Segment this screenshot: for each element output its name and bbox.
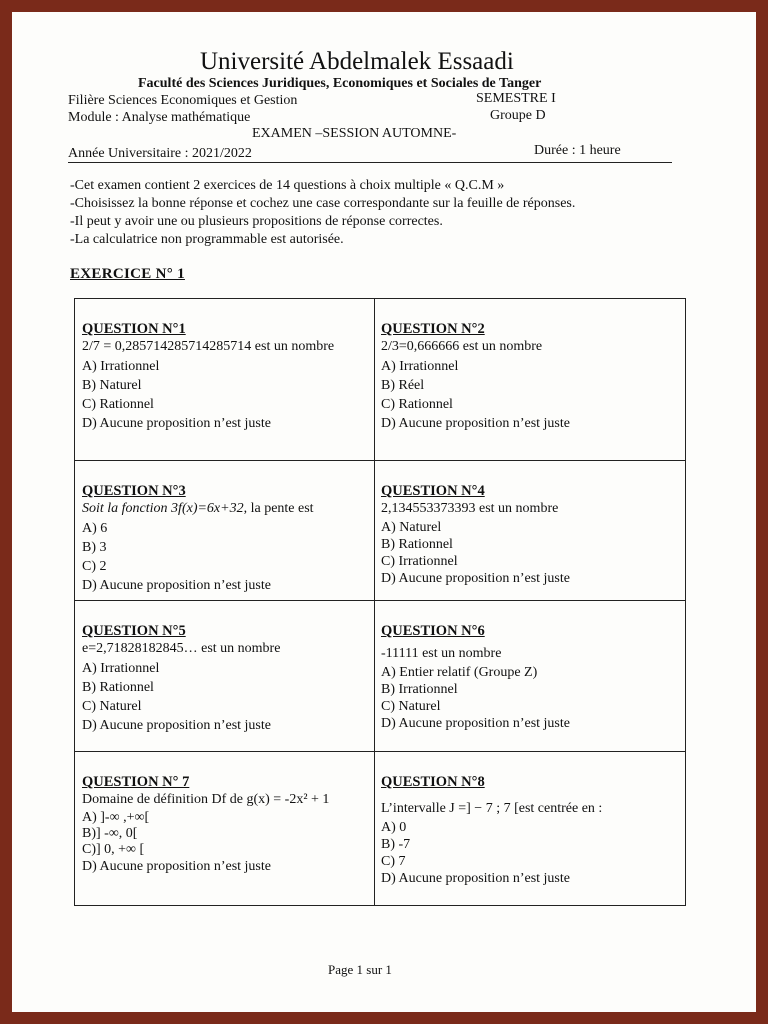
- statement-function: Soit la fonction 3f(x)=6x+32: [82, 501, 244, 516]
- answer-option: B) Irrationnel: [381, 682, 458, 697]
- group-label: Groupe D: [490, 108, 546, 123]
- instruction-line: -Cet examen contient 2 exercices de 14 questions à choix multiple « Q.C.M »: [70, 178, 505, 193]
- exam-session: EXAMEN –SESSION AUTOMNE-: [252, 126, 457, 141]
- question-cell-8: [375, 752, 685, 905]
- question-statement: 2/3=0,666666 est un nombre: [381, 339, 543, 354]
- answer-option: D) Aucune proposition n’est juste: [381, 871, 570, 886]
- question-title: QUESTION N°4: [381, 483, 485, 499]
- question-cell-3: [75, 461, 375, 601]
- question-statement: [82, 501, 374, 517]
- answer-option: A) Naturel: [381, 520, 442, 535]
- answer-option: B) -7: [381, 837, 411, 852]
- answer-option: C) Naturel: [82, 699, 142, 714]
- question-cell-6: [375, 601, 685, 752]
- question-title: QUESTION N°8: [381, 774, 485, 790]
- answer-option: B) 3: [82, 540, 107, 555]
- filiere-label: Filière Sciences Economiques et Gestion: [68, 93, 298, 108]
- page-number: Page 1 sur 1: [328, 962, 392, 977]
- answer-option: C) Irrationnel: [381, 554, 458, 569]
- question-title: QUESTION N°3: [82, 483, 186, 499]
- answer-option: C) Naturel: [381, 699, 441, 714]
- instruction-line: -Il peut y avoir une ou plusieurs propositions de réponse correctes.: [70, 214, 443, 229]
- answer-option: D) Aucune proposition n’est juste: [381, 571, 570, 586]
- university-title: Université Abdelmalek Essaadi: [200, 48, 514, 75]
- answer-option: C) Rationnel: [82, 397, 154, 412]
- academic-year: Année Universitaire : 2021/2022: [68, 146, 252, 161]
- question-cell-5: [75, 601, 375, 752]
- question-cell-4: [375, 461, 685, 601]
- instruction-line: -Choisissez la bonne réponse et cochez une case correspondante sur la feuille de réponses.: [70, 196, 576, 211]
- answer-option: D) Aucune proposition n’est juste: [381, 716, 570, 731]
- semester-label: SEMESTRE I: [476, 91, 556, 106]
- question-statement: e=2,71828182845… est un nombre: [82, 641, 281, 656]
- exam-page: [12, 12, 756, 1012]
- questions-table: [74, 298, 686, 906]
- answer-option: D) Aucune proposition n’est juste: [82, 718, 271, 733]
- answer-option: A) Irrationnel: [82, 661, 160, 676]
- answer-option: A) Irrationnel: [82, 359, 160, 374]
- question-title: QUESTION N°5: [82, 623, 186, 639]
- exam-duration: Durée : 1 heure: [534, 143, 621, 158]
- answer-option: A) 6: [82, 521, 108, 536]
- exercise-title: EXERCICE N° 1: [70, 266, 185, 282]
- answer-option: A) Irrationnel: [381, 359, 459, 374]
- answer-option: B) Réel: [381, 378, 425, 393]
- question-cell-1: [75, 299, 375, 461]
- statement-rest: , la pente est: [243, 501, 314, 516]
- answer-option: B) Rationnel: [82, 680, 154, 695]
- question-title: QUESTION N°2: [381, 321, 485, 337]
- answer-option: B)] -∞, 0[: [82, 826, 138, 841]
- question-statement: Domaine de définition Df de g(x) = -2x² + 1: [82, 792, 330, 807]
- answer-option: A) ]-∞ ,+∞[: [82, 810, 150, 825]
- answer-option: D) Aucune proposition n’est juste: [82, 578, 271, 593]
- answer-option: A) Entier relatif (Groupe Z): [381, 665, 538, 680]
- header-divider: [68, 162, 672, 163]
- answer-option: D) Aucune proposition n’est juste: [381, 416, 570, 431]
- question-statement: 2,134553373393 est un nombre: [381, 501, 559, 516]
- answer-option: C) 2: [82, 559, 107, 574]
- answer-option: D) Aucune proposition n’est juste: [82, 416, 271, 431]
- question-cell-7: [75, 752, 375, 905]
- answer-option: D) Aucune proposition n’est juste: [82, 859, 271, 874]
- question-title: QUESTION N° 7: [82, 774, 190, 790]
- answer-option: A) 0: [381, 820, 407, 835]
- instruction-line: -La calculatrice non programmable est autorisée.: [70, 232, 344, 247]
- question-title: QUESTION N°1: [82, 321, 186, 337]
- question-statement: -11111 est un nombre: [381, 646, 502, 661]
- answer-option: C) Rationnel: [381, 397, 453, 412]
- module-label: Module : Analyse mathématique: [68, 110, 251, 125]
- question-statement: 2/7 = 0,285714285714285714 est un nombre: [82, 339, 335, 354]
- question-title: QUESTION N°6: [381, 623, 485, 639]
- faculty-name: Faculté des Sciences Juridiques, Economiques et Sociales de Tanger: [138, 76, 542, 91]
- answer-option: B) Naturel: [82, 378, 142, 393]
- question-statement: L’intervalle J =] − 7 ; 7 [est centrée en :: [381, 801, 603, 816]
- question-cell-2: [375, 299, 685, 461]
- answer-option: C) 7: [381, 854, 406, 869]
- answer-option: B) Rationnel: [381, 537, 453, 552]
- answer-option: C)] 0, +∞ [: [82, 842, 145, 857]
